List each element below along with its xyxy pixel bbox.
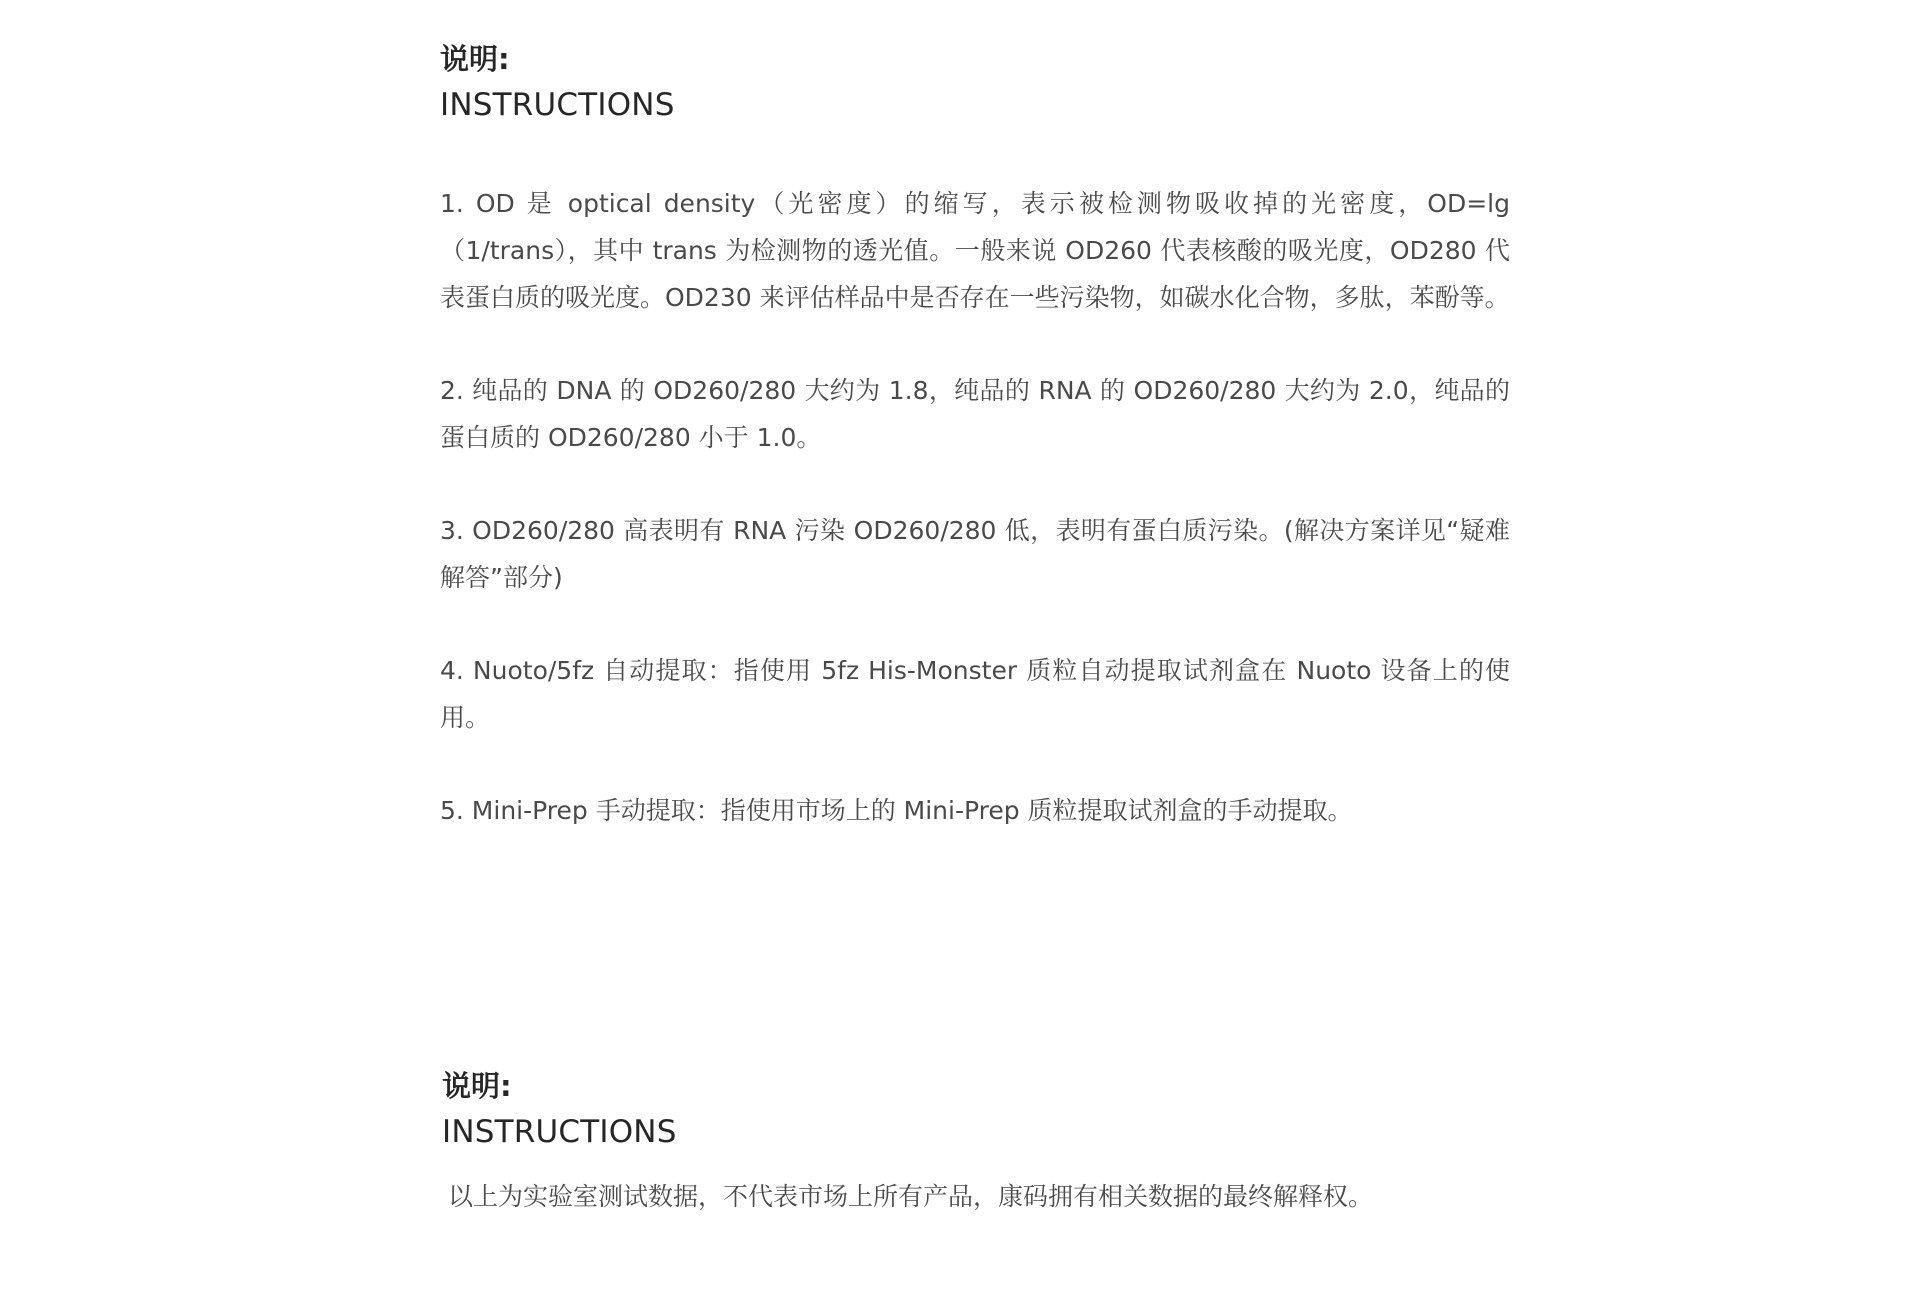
instruction-item-1: 1. OD 是 optical density（光密度）的缩写，表示被检测物吸收掉的光密度，OD=lg（1/trans），其中 trans 为检测物的透光值。一般来说 OD260 代表核酸的吸光度，OD280 代表蛋白质的吸光度。OD230 来评估样品中是否存在一些污染物，如碳水化合物，多肽，苯酚等。 xyxy=(440,189,1510,312)
section-heading-cn: 说明: xyxy=(440,42,510,76)
instruction-item-4: 4. Nuoto/5fz 自动提取：指使用 5fz His-Monster 质粒自动提取试剂盒在 Nuoto 设备上的使用。 xyxy=(440,656,1510,732)
disclaimer-note: 以上为实验室测试数据，不代表市场上所有产品，康码拥有相关数据的最终解释权。 xyxy=(448,1182,1374,1211)
disclaimer-section xyxy=(442,1065,1512,1220)
instructions-section xyxy=(440,38,1510,880)
section-heading-en: INSTRUCTIONS xyxy=(440,87,675,123)
instruction-list xyxy=(440,180,1510,834)
instruction-item-3: 3. OD260/280 高表明有 RNA 污染 OD260/280 低，表明有蛋白质污染。(解决方案详见“疑难解答”部分) xyxy=(440,516,1510,592)
disclaimer-heading-en: INSTRUCTIONS xyxy=(442,1114,677,1150)
disclaimer-heading-cn: 说明: xyxy=(442,1069,512,1103)
instruction-item-2: 2. 纯品的 DNA 的 OD260/280 大约为 1.8，纯品的 RNA 的 OD260/280 大约为 2.0，纯品的蛋白质的 OD260/280 小于 1.0。 xyxy=(440,376,1510,452)
instruction-item-5: 5. Mini-Prep 手动提取：指使用市场上的 Mini-Prep 质粒提取试剂盒的手动提取。 xyxy=(440,796,1353,825)
